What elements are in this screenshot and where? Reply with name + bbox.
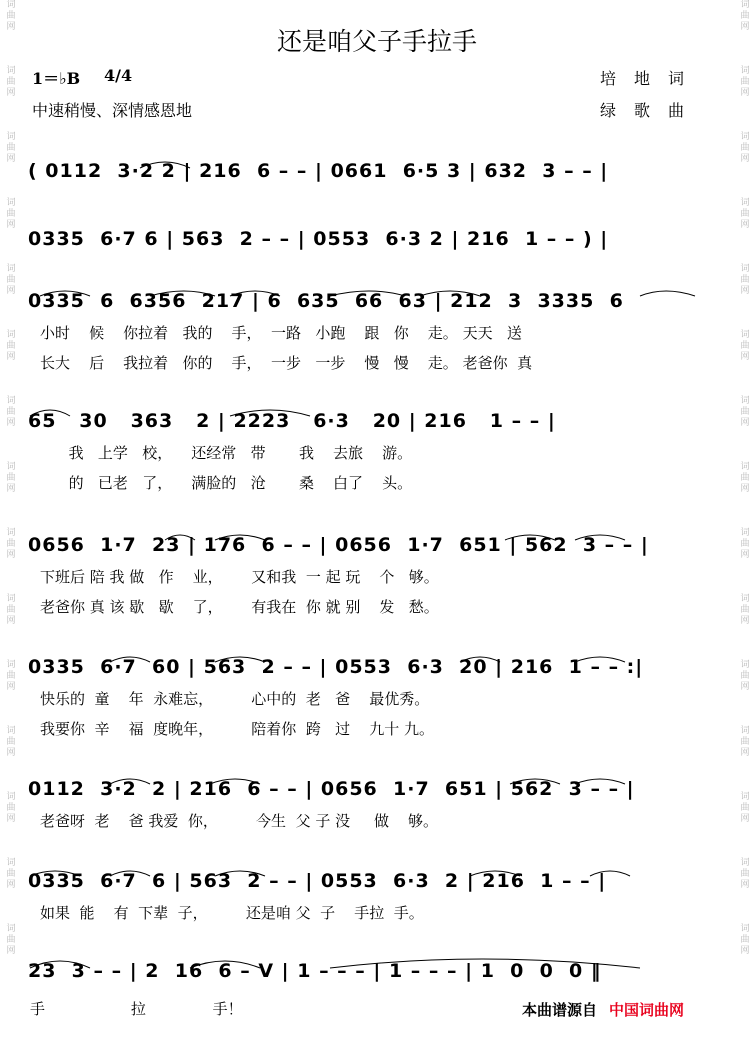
lyric-verse-1: 手 拉 手！	[30, 1000, 243, 1018]
staff-system-3	[0, 288, 754, 372]
lyric-verse-2: 我要你 辛 福 度晚年， 陪着你 跨 过 九十 九。	[40, 720, 434, 738]
notation-line: 0335 6·7 6 | 563 2 – – | 0553 6·3 2 | 216 1 – – ) |	[28, 228, 609, 250]
notation-line: 0335 6·7 6 | 563 2 – – | 0553 6·3 2 | 216 1 – – |	[28, 870, 607, 892]
site-name: 中国词曲网	[609, 1001, 685, 1019]
lyric-verse-2: 老爸你 真 该 歇 歇 了， 有我在 你 就 别 发 愁。	[40, 598, 439, 616]
lyric-verse-2: 长大 后 我拉着 你的 手， 一步 一步 慢 慢 走。 老爸你 真	[40, 354, 533, 372]
composer-credit: 绿歌曲	[600, 101, 703, 120]
staff-system-7	[0, 776, 754, 846]
song-title: 还是咱父子手拉手	[276, 27, 477, 56]
key-signature: 1＝♭B	[32, 69, 81, 88]
staff-system-1	[0, 158, 754, 228]
notation-line: 0112 3·2 2 | 216 6 – – | 0656 1·7 651 | 562 3 – – |	[28, 778, 635, 800]
notation-line: ( 0112 3·2 2 | 216 6 – – | 0661 6·5 3 | 632 3 – – |	[28, 160, 609, 182]
lyric-verse-1: 快乐的 童 年 永难忘， 心中的 老 爸 最优秀。	[40, 690, 430, 708]
watermark-left: 词 曲 网 词 曲 网 词 曲 网 词 曲 网 词 曲 网 词 曲 网 词 曲 网 词 曲 网 词 曲 网 词 曲 网 词 曲 网 词 曲 网 词 曲 网 词 曲 网 词 曲 网	[6, 0, 16, 956]
lyric-verse-1: 小时 候 你拉着 我的 手， 一路 小跑 跟 你 走。 天天 送	[40, 324, 522, 342]
tempo-marking: 中速稍慢、深情感恩地	[32, 101, 193, 120]
lyric-verse-2: 的 已老 了， 满脸的 沧 桑 白了 头。	[40, 474, 413, 492]
staff-system-2	[0, 226, 754, 296]
source-credit	[522, 999, 684, 1020]
time-signature: 4/4	[104, 66, 133, 85]
lyric-verse-1: 如果 能 有 下辈 子， 还是咱 父 子 手拉 手。	[40, 904, 424, 922]
lyricist-credit: 培地词	[600, 69, 703, 88]
lyric-verse-1: 老爸呀 老 爸 我爱 你， 今生 父 子 没 做 够。	[40, 812, 439, 830]
watermark-right: 词 曲 网 词 曲 网 词 曲 网 词 曲 网 词 曲 网 词 曲 网 词 曲 网 词 曲 网 词 曲 网 词 曲 网 词 曲 网 词 曲 网 词 曲 网 词 曲 网 词 曲 网	[740, 0, 750, 956]
notation-line: 0656 1·7 23 | 176 6 – – | 0656 1·7 651 | 562 3 – – |	[28, 534, 649, 556]
lyric-verse-1: 下班后 陪 我 做 作 业， 又和我 一 起 玩 个 够。	[40, 568, 439, 586]
notation-line: 65 30 363 2 | 2223 6·3 20 | 216 1 – – |	[28, 410, 556, 432]
lyric-verse-1: 我 上学 校， 还经常 带 我 去旅 游。	[40, 444, 413, 462]
staff-system-8	[0, 868, 754, 938]
notation-line: 23 3 – – | 2 16 6 – V | 1 – – – | 1 – – – | 1 0 0 0 ‖	[28, 960, 602, 982]
staff-system-6	[0, 654, 754, 738]
source-label: 本曲谱源自	[522, 1001, 598, 1019]
staff-system-5	[0, 532, 754, 616]
notation-line: 0335 6·7 60 | 563 2 – – | 0553 6·3 20 | 216 1 – – :|	[28, 656, 644, 678]
notation-line: 0335 6 6356 217 | 6 635 66 63 | 212 3 3335 6	[28, 290, 624, 312]
staff-system-4	[0, 408, 754, 492]
